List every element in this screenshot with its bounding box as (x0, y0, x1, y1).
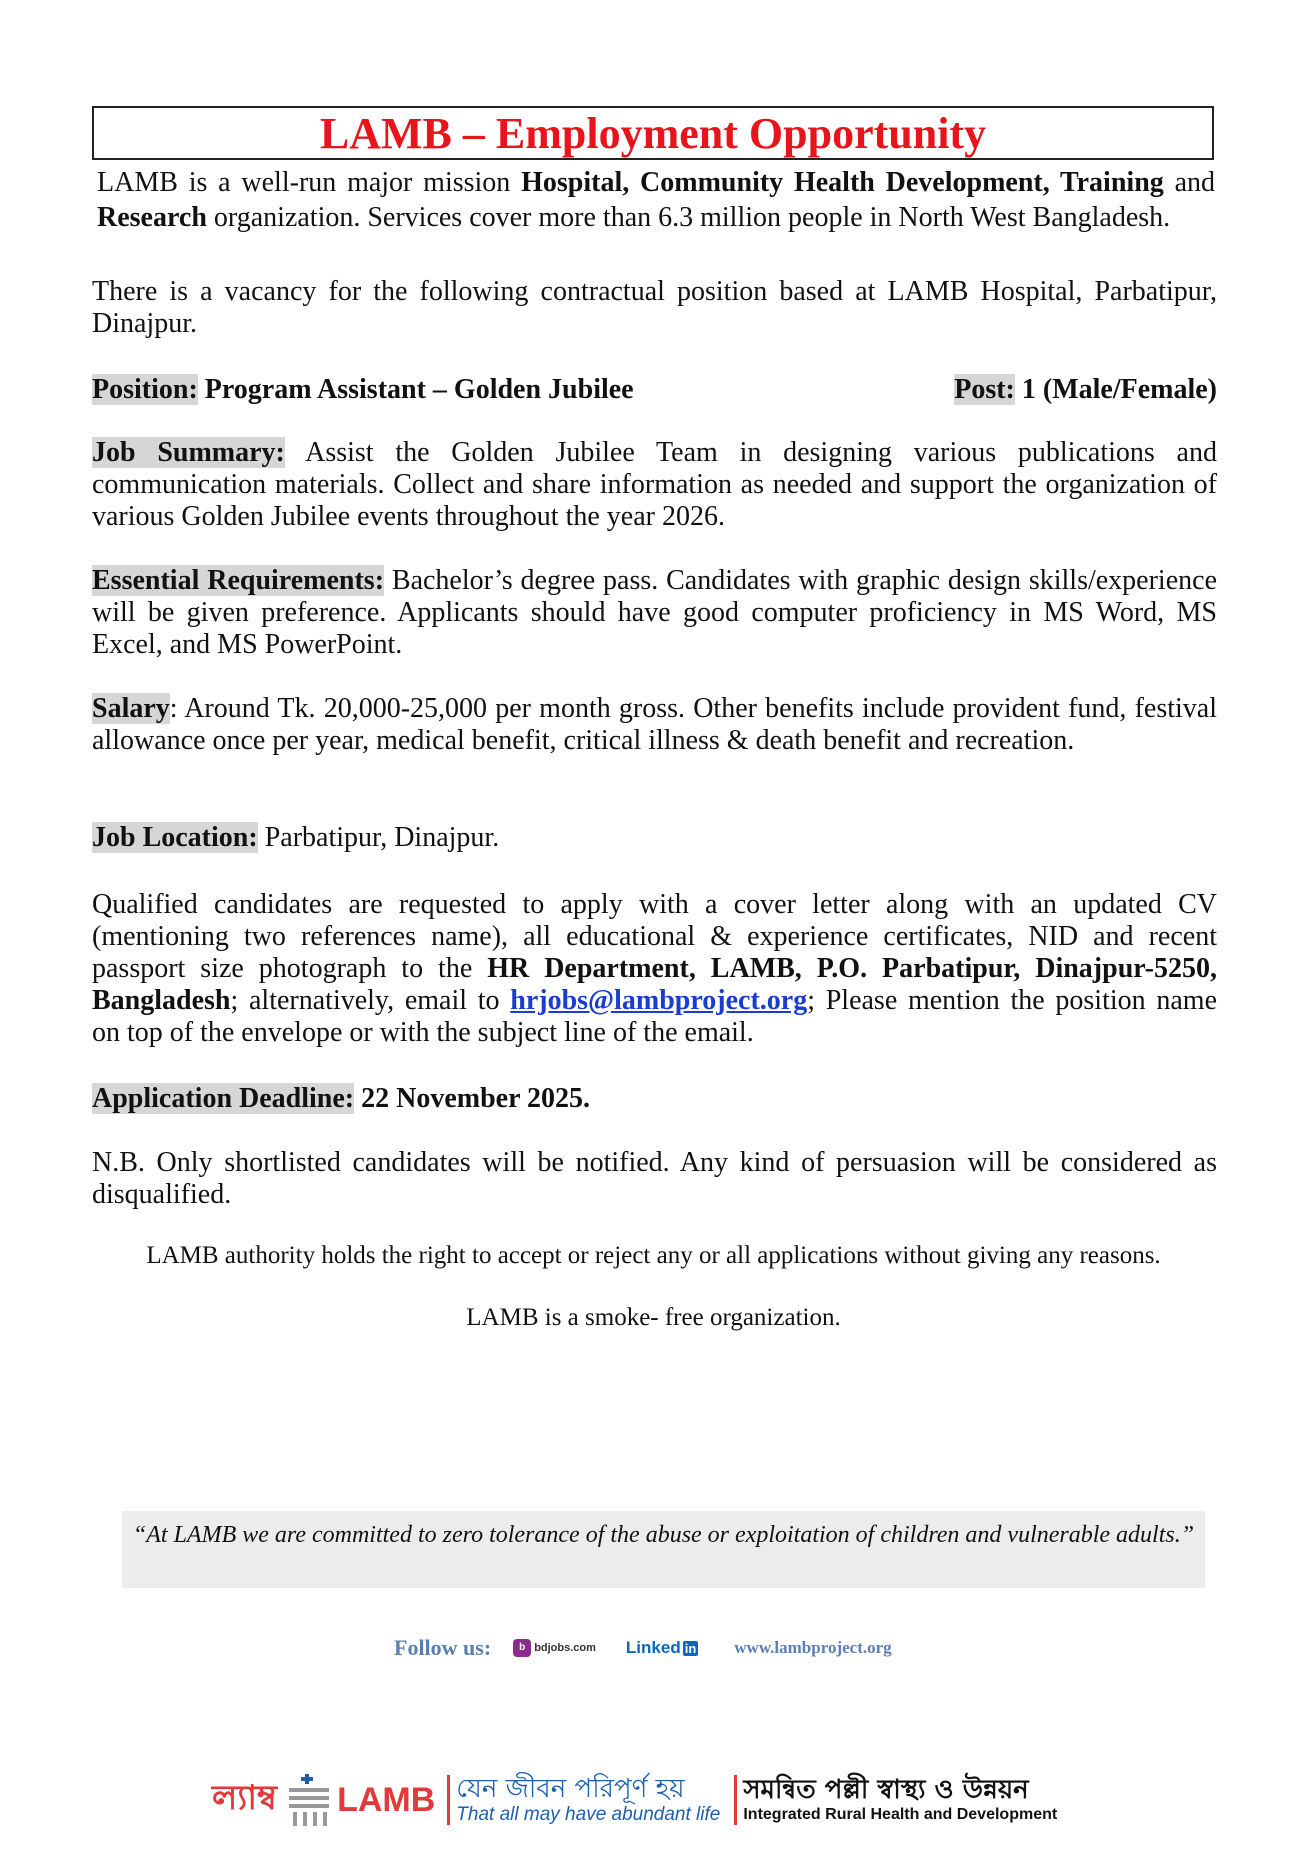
smoke-free-note: LAMB is a smoke- free organization. (466, 1304, 841, 1331)
job-summary-label: Job Summary: (92, 437, 285, 468)
lamb-wordmark: LAMB (337, 1780, 436, 1819)
deadline-value: 22 November 2025. (361, 1083, 591, 1114)
location-label: Job Location: (92, 822, 258, 853)
bdjobs-icon: b (513, 1639, 531, 1657)
intro-bold-orgtypes: Hospital, Community Health Development, Training (521, 167, 1164, 198)
post-value: 1 (Male/Female) (1021, 374, 1217, 405)
vacancy-paragraph: There is a vacancy for the following contractual position based at LAMB Hospital, Parbatipur, Dinajpur. (92, 276, 1217, 339)
bdjobs-link[interactable]: b bdjobs.com (513, 1639, 596, 1657)
intro-bold-research: Research (97, 202, 207, 233)
email-link[interactable]: hrjobs@lambproject.org (510, 985, 808, 1016)
footer-logo (212, 1770, 1057, 1830)
lamb-org-name: সমন্বিত পল্লী স্বাস্থ্য ও উন্নয়ন Integrated Rural Health and Development (743, 1775, 1058, 1823)
position-line (92, 374, 1217, 406)
lamb-cross-icon (287, 1772, 331, 1828)
position-label: Position: (92, 374, 198, 405)
job-summary-paragraph: Job Summary: Assist the Golden Jubilee Team in designing various publications and communication materials. Collect and share information as needed and support the organization of various Golden Jubilee events throughout the year 2026. (92, 437, 1217, 532)
salary-label: Salary (92, 693, 170, 724)
linkedin-link[interactable]: Linked in (625, 1638, 697, 1657)
lamb-bangla-name: ল্যাম্ব (212, 1777, 278, 1818)
website-link[interactable]: www.lambproject.org (734, 1638, 892, 1657)
requirements-label: Essential Requirements: (92, 565, 385, 596)
safeguarding-quote: “At LAMB we are committed to zero tolerance of the abuse or exploitation of children and vulnerable adults.” (122, 1511, 1205, 1588)
authority-note: LAMB authority holds the right to accept or reject any or all applications without giving any reasons. (146, 1242, 1161, 1269)
deadline-label: Application Deadline: (92, 1083, 355, 1114)
deadline-line (92, 1083, 1217, 1115)
title-box (92, 106, 1214, 160)
salary-paragraph: Salary: Around Tk. 20,000-25,000 per month gross. Other benefits include provident fund, festival allowance once per year, medical benefit, critical illness & death benefit and recreation. (92, 693, 1217, 756)
linkedin-icon: in (684, 1640, 697, 1656)
position-value: Program Assistant – Golden Jubilee (204, 374, 634, 405)
requirements-paragraph: Essential Requirements: Bachelor’s degree pass. Candidates with graphic design skills/experience will be given preference. Applicants should have good computer proficiency in MS Word, MS Excel, and MS PowerPoint. (92, 565, 1217, 660)
logo-divider (447, 1775, 450, 1825)
intro-paragraph: LAMB is a well-run major mission Hospital, Community Health Development, Training and Research organization. Services cover more than 6.3 million people in North West Bangladesh. (97, 167, 1215, 233)
nb-paragraph: N.B. Only shortlisted candidates will be notified. Any kind of persuasion will be considered as disqualified. (92, 1147, 1217, 1210)
post-info (954, 374, 1217, 406)
hr-address: HR Department, LAMB, P.O. Parbatipur, Dinajpur-5250, Bangladesh (92, 953, 1217, 1016)
post-label: Post: (954, 374, 1015, 405)
page-title: LAMB – Employment Opportunity (319, 109, 987, 158)
location-paragraph: Job Location: Parbatipur, Dinajpur. (92, 822, 500, 853)
follow-bar (394, 1633, 892, 1663)
follow-label: Follow us: (394, 1635, 492, 1660)
logo-divider-2 (734, 1775, 737, 1825)
lamb-tagline: যেন জীবন পরিপূর্ণ হয় That all may have abundant life (456, 1774, 721, 1825)
apply-paragraph: Qualified candidates are requested to apply with a cover letter along with an updated CV (mentioning two references name), all educational & experience certificates, NID and recent passport size photograph to the HR Department, LAMB, P.O. Parbatipur, Dinajpur-5250, Bangladesh; alternatively, email to hrjobs@lambproject.org; Please mention the position name on top of the envelope or with the subject line of the email. (92, 889, 1217, 1048)
